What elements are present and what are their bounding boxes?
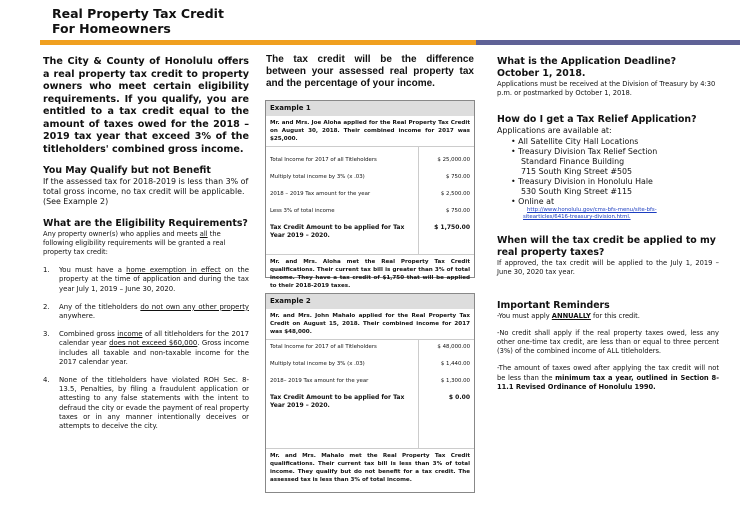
locations-list: • All Satellite City Hall Locations • Treasury Division Tax Relief Section Standard Finance Building 715 South King Street #505 • Treasury Division in Honolulu Hale 530 South King Street #115 • Online at <box>497 137 719 208</box>
qualify-heading: You May Qualify but not Benefit <box>43 165 211 176</box>
column-middle <box>266 54 474 90</box>
when-text: If approved, the tax credit will be applied to the July 1, 2019 – June 30, 2020 tax year. <box>497 259 719 277</box>
requirement-item: 2. Any of the titleholders do not own any other property anywhere. <box>43 302 249 321</box>
requirements-list <box>43 266 249 431</box>
eligibility-heading: What are the Eligibility Requirements? <box>43 217 248 229</box>
intro-text: The City & County of Honolulu offers a real property tax credit to property owners who meet certain eligibility requirements. If you qualify, you are entitled to a tax credit equal to the amount of taxes owed for the 2018 – 2019 tax year that exceed 3% of the titleholders' combined gross income. <box>43 56 249 155</box>
example-conclusion: Mr. and Mrs. Aloha met the Real Property Tax Credit qualifications. Their current tax bill is greater than 3% of total income. They have a tax credit of $1,750 that will be applied to their 2018-2019 taxes. <box>266 254 474 293</box>
list-item: • Online at <box>511 197 719 207</box>
reminder-1: -You must apply ANNUALLY for this credit. <box>497 311 640 320</box>
column-right <box>497 56 719 392</box>
reminder-2: -No credit shall apply if the real property taxes owed, less any other one-time tax credit, are less than or equal to three percent (3%) of the combined income of ALL titleholders. <box>497 328 719 356</box>
list-item: • Treasury Division Tax Relief Section <box>511 147 719 157</box>
application-heading: How do I get a Tax Relief Application? <box>497 114 697 126</box>
treasury-link[interactable]: http://www.honolulu.gov/cms-bfs-menu/site-bfs- <box>527 207 657 214</box>
when-heading: When will the tax credit be applied to my real property taxes? <box>497 235 716 259</box>
deadline-date: October 1, 2018. <box>497 68 586 79</box>
header-rule-orange <box>40 40 476 45</box>
example-table: Total Income for 2017 of all Titleholders $ 48,000.00 Multiply total income by 3% (x .03) $ 1,440.00 2018– 2019 Tax amount for the year $ 1,300.00 Tax Credit Amount to be applied for Tax Year 2019 – 2020. $ 0.00 <box>266 340 474 448</box>
list-item: • Treasury Division in Honolulu Hale <box>511 177 719 187</box>
reminder-3: -The amount of taxes owed after applying the tax credit will not be less than the minimum tax a year, outlined in Section 8-11.1 Revised Ordinance of Honolulu 1990. <box>497 364 719 391</box>
requirement-item: 3. Combined gross income of all titleholders for the 2017 calendar year does not exceed $60,000. Gross income includes all taxable and non-taxable income for the 2017 calendar year. <box>43 330 249 366</box>
qualify-text: If the assessed tax for 2018-2019 is less than 3% of total gross income, no tax credit will be applicable. (See Example 2) <box>43 177 249 207</box>
application-intro: Applications are available at: <box>497 126 612 136</box>
example-2-box <box>265 293 475 493</box>
page-title: Real Property Tax Credit For Homeowners <box>52 6 224 36</box>
deadline-text: Applications must be received at the Division of Treasury by 4:30 p.m. or postmarked by October 1, 2018. <box>497 80 716 98</box>
example-title: Example 2 <box>266 294 474 309</box>
example-description: Mr. and Mrs. Joe Aloha applied for the Real Property Tax Credit on August 30, 2018. Their combined income for 2017 was $25,000. <box>266 116 474 147</box>
list-item: • All Satellite City Hall Locations <box>511 137 719 147</box>
example-title: Example 1 <box>266 101 474 116</box>
header-rule-blue <box>476 40 740 45</box>
reminders-heading: Important Reminders <box>497 299 610 311</box>
credit-explanation: The tax credit will be the difference between your assessed real property tax and the percentage of your income. <box>266 54 474 89</box>
example-1-box <box>265 100 475 289</box>
eligibility-intro: Any property owner(s) who applies and meets all the following eligibility requirements will be granted a real property tax credit: <box>43 229 226 257</box>
requirement-item: 4. None of the titleholders have violated ROH Sec. 8-13.5, Penalties, by filing a fraudulent application or attesting to any false statements with the intent to defraud the city or evade the payment of real property taxes or in any manner intentionally deceives or attempts to deceive the city. <box>43 376 249 431</box>
example-description: Mr. and Mrs. John Mahalo applied for the Real Property Tax Credit on August 15, 2018. Their combined income for 2017 was $48,000. <box>266 309 474 340</box>
deadline-heading: What is the Application Deadline? <box>497 56 677 67</box>
treasury-link-cont[interactable]: sitearticles/6416-treasury-division.html. <box>523 214 631 221</box>
example-table: Total Income for 2017 of all Titleholders $ 25,000.00 Multiply total income by 3% (x .03) $ 750.00 2018 – 2019 Tax amount for the year $ 2,500.00 Less 3% of total income $ 750.00 Tax Credit Amount to be applied for Tax Year 2019 – 2020. $ 1,750.00 <box>266 147 474 254</box>
column-left <box>43 56 249 440</box>
example-conclusion: Mr. and Mrs. Mahalo met the Real Property Tax Credit qualifications. Their current tax bill is less than 3% of total income. They qualify but do not benefit for a tax credit. The assessed tax is less than 3% of total income. <box>266 448 474 487</box>
requirement-item: 1. You must have a home exemption in effect on the property at the time of application and during the tax year July 1, 2019 – June 30, 2020. <box>43 266 249 293</box>
